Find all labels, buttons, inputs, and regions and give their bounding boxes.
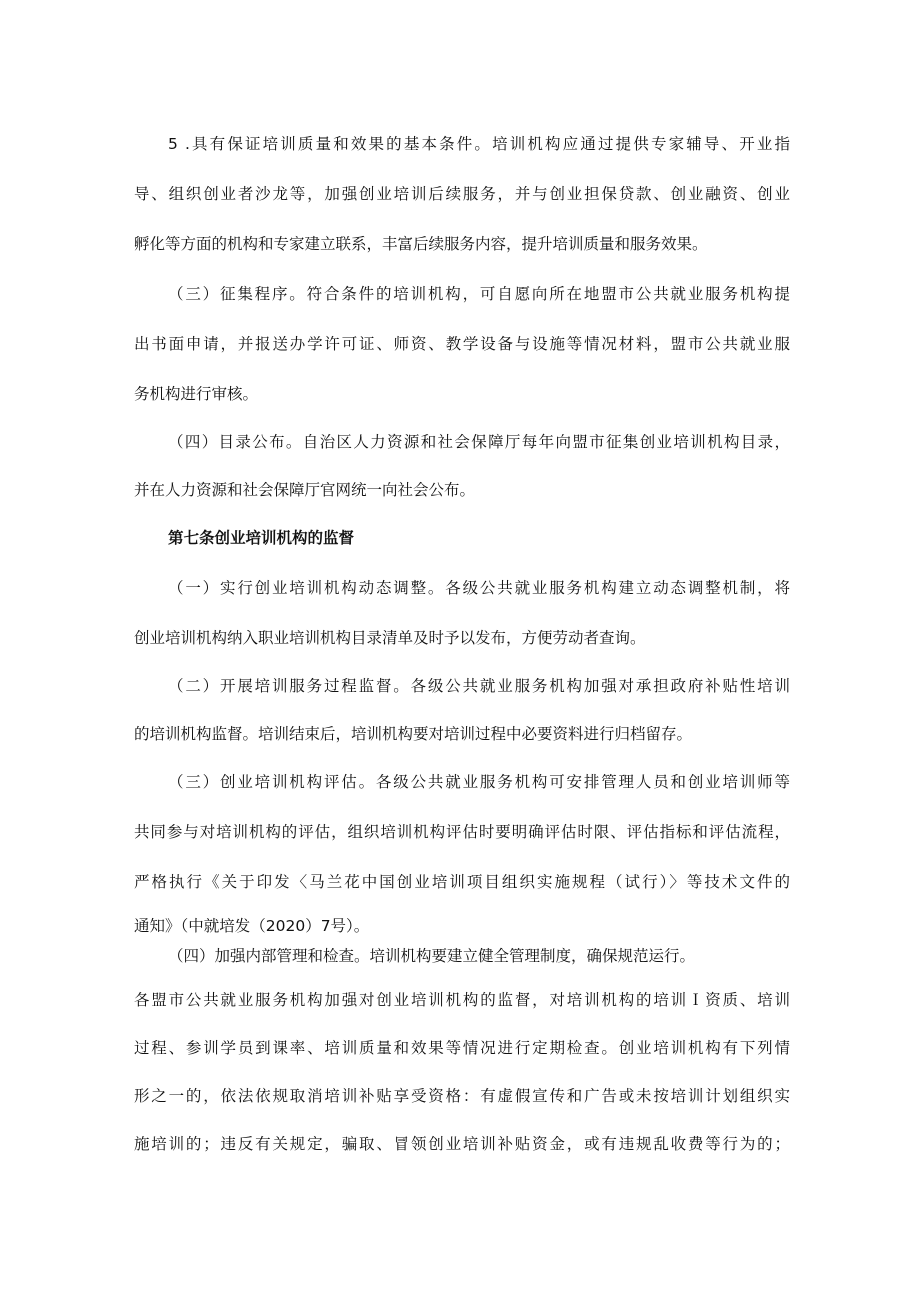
text-line: 5 .具有保证培训质量和效果的基本条件。培训机构应通过提供专家辅导、开业指 bbox=[168, 135, 790, 153]
text-line: 孵化等方面的机构和专家建立联系，丰富后续服务内容，提升培训质量和服务效果。 bbox=[134, 235, 708, 253]
text-line: 过程、参训学员到课率、培训质量和效果等情况进行定期检查。创业培训机构有下列情 bbox=[134, 1039, 790, 1057]
text-line: 通知》（中就培发（2020）7号）。 bbox=[134, 917, 370, 935]
text-line: （三）征集程序。符合条件的培训机构，可自愿向所在地盟市公共就业服务机构提 bbox=[168, 285, 790, 303]
text-line: 的培训机构监督。培训结束后，培训机构要对培训过程中必要资料进行归档留存。 bbox=[134, 725, 693, 743]
text-line: 导、组织创业者沙龙等，加强创业培训后续服务，并与创业担保贷款、创业融资、创业 bbox=[134, 185, 790, 203]
text-line: （四）目录公布。自治区人力资源和社会保障厅每年向盟市征集创业培训机构目录， bbox=[168, 433, 790, 451]
text-line: 严格执行《关于印发〈马兰花中国创业培训项目组织实施规程（试行）〉等技术文件的 bbox=[134, 873, 790, 891]
text-line: 创业培训机构纳入职业培训机构目录清单及时予以发布，方便劳动者查询。 bbox=[134, 629, 646, 647]
text-line: 施培训的；违反有关规定，骗取、冒领创业培训补贴资金，或有违规乱收费等行为的； bbox=[134, 1135, 790, 1153]
text-line: 务机构进行审核。 bbox=[134, 385, 259, 403]
text-line: 形之一的，依法依规取消培训补贴享受资格：有虚假宣传和广告或未按培训计划组织实 bbox=[134, 1087, 790, 1105]
text-line: （三）创业培训机构评估。各级公共就业服务机构可安排管理人员和创业培训师等 bbox=[168, 773, 790, 791]
text-line: （四）加强内部管理和检查。培训机构要建立健全管理制度，确保规范运行。 bbox=[168, 947, 696, 965]
text-line: （一）实行创业培训机构动态调整。各级公共就业服务机构建立动态调整机制，将 bbox=[168, 579, 790, 597]
text-line: 各盟市公共就业服务机构加强对创业培训机构的监督，对培训机构的培训Ｉ资质、培训 bbox=[134, 991, 790, 1009]
text-line: 共同参与对培训机构的评估，组织培训机构评估时要明确评估时限、评估指标和评估流程， bbox=[134, 823, 790, 841]
text-line: 并在人力资源和社会保障厅官网统一向社会公布。 bbox=[134, 481, 476, 499]
text-line: 出书面申请，并报送办学许可证、师资、教学设备与设施等情况材料，盟市公共就业服 bbox=[134, 335, 790, 353]
text-line: （二）开展培训服务过程监督。各级公共就业服务机构加强对承担政府补贴性培训 bbox=[168, 677, 790, 695]
section-heading: 第七条创业培训机构的监督 bbox=[168, 529, 355, 547]
